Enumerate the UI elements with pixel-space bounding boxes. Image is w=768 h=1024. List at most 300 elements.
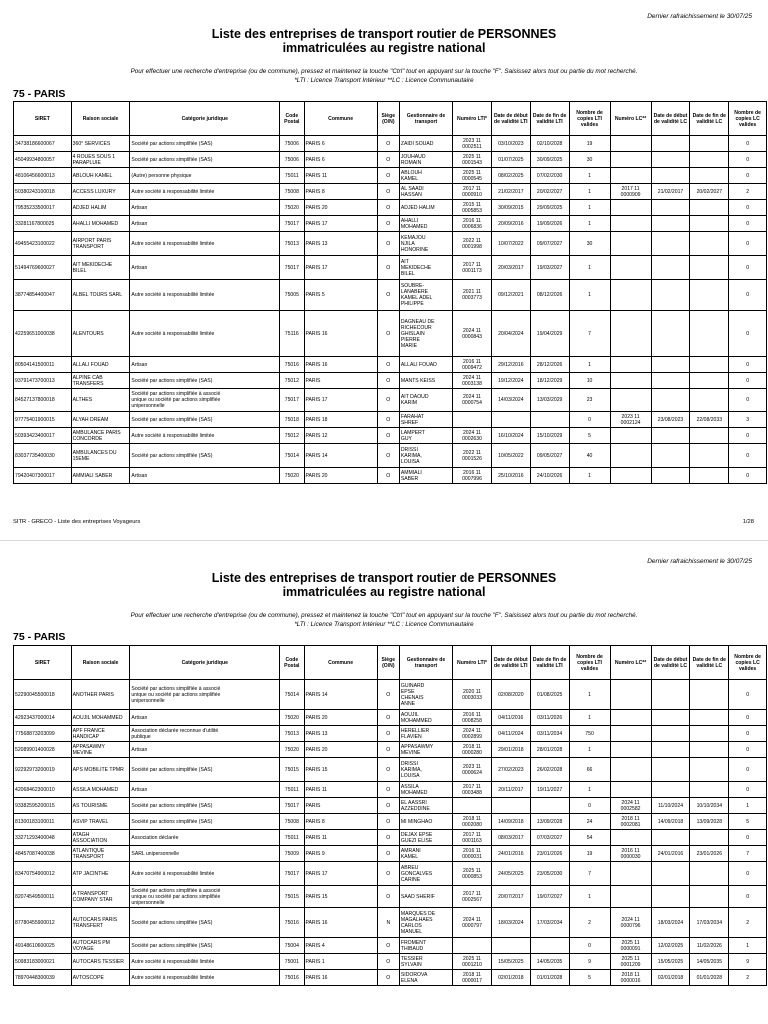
cell-copies-lti: 7 — [569, 862, 610, 886]
table-row — [14, 184, 767, 200]
cell-categorie-juridique: Société par actions simplifiée (SAS) — [130, 136, 280, 152]
table-row — [14, 428, 767, 444]
cell-copies-lti: 7 — [569, 311, 610, 357]
cell-fin-lti — [530, 412, 569, 428]
cell-numero-lc — [610, 389, 651, 412]
cell-code-postal: 75017 — [280, 798, 304, 814]
cell-numero-lti: 2016 11 0008258 — [453, 710, 492, 726]
cell-numero-lti — [453, 938, 492, 954]
cell-commune: PARIS 17 — [304, 256, 377, 280]
cell-siege: O — [377, 216, 399, 232]
cell-debut-lc — [651, 862, 690, 886]
header-col-debut-lti: Date de début de validité LTI — [491, 646, 530, 680]
cell-debut-lti: 08/02/2025 — [491, 168, 530, 184]
cell-categorie-juridique: Association déclarée — [130, 830, 280, 846]
cell-debut-lc — [651, 216, 690, 232]
cell-debut-lti: 02/01/2018 — [491, 970, 530, 986]
cell-commune: PARIS 9 — [304, 846, 377, 862]
cell-raison-sociale: ANOTHER PARIS — [71, 680, 130, 710]
cell-numero-lc — [610, 428, 651, 444]
cell-code-postal: 75016 — [280, 357, 304, 373]
cell-fin-lti — [530, 938, 569, 954]
cell-numero-lti: 2017 11 0001163 — [453, 830, 492, 846]
cell-gestionnaire: ALLALI FOUAD — [399, 357, 452, 373]
cell-copies-lti: 24 — [569, 814, 610, 830]
refresh-date: Dernier rafraichissement le 30/07/25 — [647, 558, 752, 565]
cell-siege: O — [377, 168, 399, 184]
cell-debut-lti: 04/11/2024 — [491, 726, 530, 742]
cell-copies-lti: 1 — [569, 886, 610, 908]
cell-siege: O — [377, 954, 399, 970]
cell-debut-lti: 14/09/2018 — [491, 814, 530, 830]
cell-gestionnaire: JOUHAUD ROMAIN — [399, 152, 452, 168]
table-row — [14, 256, 767, 280]
cell-debut-lc — [651, 830, 690, 846]
table-row — [14, 152, 767, 168]
header-col-fin-lti: Date de fin de validité LTI — [530, 646, 569, 680]
cell-fin-lc: 20/02/2027 — [690, 184, 729, 200]
cell-siret: 48106456600013 — [14, 168, 72, 184]
cell-debut-lc — [651, 152, 690, 168]
cell-raison-sociale: AUTOCARS TESSIER — [71, 954, 130, 970]
cell-gestionnaire: ZAIDI SOUAD — [399, 136, 452, 152]
cell-fin-lc — [690, 168, 729, 184]
table-row — [14, 726, 767, 742]
cell-commune: PARIS — [304, 798, 377, 814]
header-col-commune: Commune — [304, 646, 377, 680]
header-col-siret: SIRET — [14, 102, 72, 136]
cell-copies-lti: 1 — [569, 200, 610, 216]
cell-debut-lc: 15/05/2025 — [651, 954, 690, 970]
cell-numero-lc: 2025 11 0001209 — [610, 954, 651, 970]
cell-categorie-juridique: Artisan — [130, 357, 280, 373]
table-row — [14, 742, 767, 758]
cell-copies-lc: 3 — [729, 412, 767, 428]
cell-numero-lti: 2022 11 0001998 — [453, 232, 492, 256]
cell-fin-lti: 23/01/2026 — [530, 846, 569, 862]
cell-categorie-juridique: Société par actions simplifiée (SAS) — [130, 444, 280, 468]
cell-code-postal: 75017 — [280, 216, 304, 232]
cell-copies-lti: 19 — [569, 846, 610, 862]
cell-numero-lti: 2024 11 0002899 — [453, 726, 492, 742]
cell-siret: 83037735400030 — [14, 444, 72, 468]
table-row — [14, 782, 767, 798]
cell-siege: O — [377, 136, 399, 152]
cell-fin-lc — [690, 373, 729, 389]
cell-copies-lc: 5 — [729, 814, 767, 830]
cell-raison-sociale: ALTHES — [71, 389, 130, 412]
cell-numero-lc — [610, 232, 651, 256]
title-line-2: immatriculées au registre national — [282, 41, 486, 55]
cell-copies-lc: 0 — [729, 428, 767, 444]
cell-siege: O — [377, 152, 399, 168]
table-row — [14, 798, 767, 814]
cell-fin-lti: 03/11/2034 — [530, 726, 569, 742]
cell-copies-lti: 1 — [569, 280, 610, 311]
cell-siret: 97775401900015 — [14, 412, 72, 428]
cell-code-postal: 75011 — [280, 168, 304, 184]
cell-numero-lti: 2017 11 0001173 — [453, 256, 492, 280]
header-col-categorie-juridique: Catégorie juridique — [130, 102, 280, 136]
cell-code-postal: 75011 — [280, 830, 304, 846]
cell-categorie-juridique: Société par actions simplifiée à associé unique ou société par actions simplifiée unipersonnelle — [130, 886, 280, 908]
cell-copies-lc: 0 — [729, 830, 767, 846]
cell-categorie-juridique: Société par actions simplifiée (SAS) — [130, 152, 280, 168]
table-header-row — [14, 102, 767, 136]
cell-siret: 49455423100022 — [14, 232, 72, 256]
cell-debut-lti: 01/07/2025 — [491, 152, 530, 168]
cell-fin-lc — [690, 389, 729, 412]
cell-numero-lc — [610, 758, 651, 782]
cell-copies-lc: 0 — [729, 444, 767, 468]
header-col-numero-lti: Numéro LTI* — [453, 102, 492, 136]
cell-copies-lc: 0 — [729, 468, 767, 484]
cell-categorie-juridique: (Autre) personne physique — [130, 168, 280, 184]
cell-numero-lc: 2017 11 0000909 — [610, 184, 651, 200]
header-col-debut-lc: Date de début de validité LC — [651, 102, 690, 136]
cell-siret: 38774854400047 — [14, 280, 72, 311]
cell-raison-sociale: AHALLI MOHAMED — [71, 216, 130, 232]
cell-copies-lti: 30 — [569, 152, 610, 168]
cell-code-postal: 75018 — [280, 412, 304, 428]
cell-commune: PARIS 14 — [304, 444, 377, 468]
cell-raison-sociale: AIRPORT PARIS TRANSPORT — [71, 232, 130, 256]
region-heading: 75 - PARIS — [13, 88, 66, 100]
cell-copies-lti: 750 — [569, 726, 610, 742]
cell-numero-lti: 2018 11 0000017 — [453, 970, 492, 986]
cell-copies-lc: 0 — [729, 200, 767, 216]
cell-fin-lc — [690, 830, 729, 846]
cell-numero-lti: 2024 11 0000754 — [453, 389, 492, 412]
cell-fin-lc: 10/10/2034 — [690, 798, 729, 814]
cell-numero-lc — [610, 726, 651, 742]
cell-fin-lc — [690, 232, 729, 256]
cell-numero-lti: 2018 11 0002080 — [453, 814, 492, 830]
cell-categorie-juridique: Autre société à responsabilité limitée — [130, 232, 280, 256]
cell-raison-sociale: AMMIALI SABER — [71, 468, 130, 484]
cell-siege: O — [377, 758, 399, 782]
cell-debut-lti: 18/03/2024 — [491, 908, 530, 938]
cell-siege: O — [377, 200, 399, 216]
cell-numero-lti: 2016 11 0009472 — [453, 357, 492, 373]
cell-raison-sociale: APF FRANCE HANDICAP — [71, 726, 130, 742]
cell-categorie-juridique: Artisan — [130, 742, 280, 758]
cell-siege: O — [377, 184, 399, 200]
cell-gestionnaire: ABLOUH KAMEL — [399, 168, 452, 184]
cell-siege: O — [377, 710, 399, 726]
cell-copies-lc: 0 — [729, 373, 767, 389]
cell-raison-sociale: APPASAWMY MEVINE — [71, 742, 130, 758]
cell-copies-lti: 5 — [569, 428, 610, 444]
cell-siret: 52290045500018 — [14, 680, 72, 710]
cell-numero-lti: 2022 11 0001526 — [453, 444, 492, 468]
cell-commune: PARIS 4 — [304, 938, 377, 954]
cell-debut-lti: 10/05/2022 — [491, 444, 530, 468]
table-row — [14, 846, 767, 862]
cell-commune: PARIS 20 — [304, 468, 377, 484]
cell-siege: O — [377, 412, 399, 428]
cell-numero-lc: 2025 11 0000091 — [610, 938, 651, 954]
cell-categorie-juridique: Société par actions simplifiée à associé unique ou société par actions simplifiée unipersonnelle — [130, 389, 280, 412]
header-col-code-postal: Code Postal — [280, 646, 304, 680]
header-col-commune: Commune — [304, 102, 377, 136]
cell-copies-lti: 1 — [569, 468, 610, 484]
cell-copies-lc: 0 — [729, 680, 767, 710]
cell-commune: PARIS 11 — [304, 168, 377, 184]
cell-fin-lti: 28/01/2028 — [530, 742, 569, 758]
cell-fin-lc — [690, 742, 729, 758]
page-number: 1/28 — [742, 519, 754, 525]
cell-siret: 48457087400038 — [14, 846, 72, 862]
cell-siret: 81300183100011 — [14, 814, 72, 830]
cell-copies-lti: 1 — [569, 782, 610, 798]
cell-fin-lc — [690, 311, 729, 357]
cell-debut-lc: 11/10/2024 — [651, 798, 690, 814]
cell-debut-lti: 04/11/2016 — [491, 710, 530, 726]
cell-copies-lti: 1 — [569, 168, 610, 184]
cell-categorie-juridique: Autre société à responsabilité limitée — [130, 954, 280, 970]
cell-code-postal: 75008 — [280, 184, 304, 200]
cell-gestionnaire: ADJED HALIM — [399, 200, 452, 216]
cell-fin-lti: 09/07/2027 — [530, 232, 569, 256]
cell-copies-lti: 0 — [569, 412, 610, 428]
cell-code-postal: 75008 — [280, 814, 304, 830]
cell-categorie-juridique: Société par actions simplifiée (SAS) — [130, 814, 280, 830]
cell-fin-lti: 17/03/2034 — [530, 908, 569, 938]
cell-debut-lti: 16/10/2024 — [491, 428, 530, 444]
cell-fin-lti: 24/10/2026 — [530, 468, 569, 484]
cell-debut-lc: 21/02/2017 — [651, 184, 690, 200]
cell-commune: PARIS 20 — [304, 710, 377, 726]
cell-gestionnaire: GUINARD EPSE CHENAIS ANNE — [399, 680, 452, 710]
cell-numero-lti: 2020 11 0003033 — [453, 680, 492, 710]
cell-fin-lti: 08/12/2026 — [530, 280, 569, 311]
cell-gestionnaire: MI MINGHAO — [399, 814, 452, 830]
cell-debut-lti: 20/11/2017 — [491, 782, 530, 798]
cell-raison-sociale: ADJED HALIM — [71, 200, 130, 216]
cell-categorie-juridique: Société par actions simplifiée (SAS) — [130, 373, 280, 389]
cell-debut-lti: 20/09/2016 — [491, 216, 530, 232]
cell-siege: O — [377, 468, 399, 484]
header-col-siege: Siège (O/N) — [377, 102, 399, 136]
cell-debut-lti: 24/01/2016 — [491, 846, 530, 862]
cell-numero-lc: 2016 11 0000030 — [610, 846, 651, 862]
cell-numero-lc — [610, 830, 651, 846]
cell-code-postal: 75014 — [280, 444, 304, 468]
cell-siret: 93791473700013 — [14, 373, 72, 389]
cell-categorie-juridique: Autre société à responsabilité limitée — [130, 184, 280, 200]
cell-numero-lc — [610, 680, 651, 710]
cell-numero-lc — [610, 216, 651, 232]
cell-gestionnaire: HERELLIER FLAVIEN — [399, 726, 452, 742]
cell-gestionnaire: AMRANI KAMEL — [399, 846, 452, 862]
cell-categorie-juridique: Artisan — [130, 256, 280, 280]
cell-siege: O — [377, 798, 399, 814]
refresh-date: Dernier rafraichissement le 30/07/25 — [647, 13, 752, 20]
cell-categorie-juridique: Société par actions simplifiée (SAS) — [130, 412, 280, 428]
cell-raison-sociale: AMBULANCE PARIS CONCORDE — [71, 428, 130, 444]
cell-commune: PARIS 15 — [304, 886, 377, 908]
cell-numero-lc — [610, 444, 651, 468]
header-col-numero-lc: Numéro LC** — [610, 646, 651, 680]
table-row — [14, 814, 767, 830]
cell-debut-lti — [491, 938, 530, 954]
cell-code-postal: 75020 — [280, 710, 304, 726]
cell-commune: PARIS 20 — [304, 200, 377, 216]
cell-debut-lc — [651, 232, 690, 256]
cell-fin-lc — [690, 444, 729, 468]
cell-gestionnaire: LAMPERT GUY — [399, 428, 452, 444]
page-title — [0, 571, 768, 599]
cell-debut-lc — [651, 710, 690, 726]
cell-categorie-juridique: SARL unipersonnelle — [130, 846, 280, 862]
cell-categorie-juridique: Autre société à responsabilité limitée — [130, 862, 280, 886]
cell-gestionnaire: AIT DAOUD KARIM — [399, 389, 452, 412]
cell-code-postal: 75016 — [280, 908, 304, 938]
cell-commune: PARIS 17 — [304, 216, 377, 232]
cell-debut-lc — [651, 373, 690, 389]
cell-copies-lc: 9 — [729, 954, 767, 970]
cell-copies-lc: 1 — [729, 798, 767, 814]
cell-commune: PARIS 8 — [304, 814, 377, 830]
table-row — [14, 710, 767, 726]
cell-commune: PARIS — [304, 373, 377, 389]
cell-debut-lti: 24/05/2025 — [491, 862, 530, 886]
cell-fin-lti: 28/12/2026 — [530, 357, 569, 373]
cell-gestionnaire: TESSIER SYLVAIN — [399, 954, 452, 970]
cell-fin-lc: 13/09/2028 — [690, 814, 729, 830]
cell-copies-lc: 7 — [729, 846, 767, 862]
cell-numero-lc — [610, 782, 651, 798]
cell-raison-sociale: ASVIP TRAVEL — [71, 814, 130, 830]
cell-gestionnaire: DAGNEAU DE RICHECOUR GHISLAIN PIERRE MARIE — [399, 311, 452, 357]
cell-siret: 87780455900012 — [14, 908, 72, 938]
cell-copies-lc: 2 — [729, 184, 767, 200]
cell-gestionnaire: AMMIALI SABER — [399, 468, 452, 484]
cell-categorie-juridique: Autre société à responsabilité limitée — [130, 280, 280, 311]
cell-gestionnaire: AL SAADI HASSAN — [399, 184, 452, 200]
cell-numero-lc: 2024 11 0002582 — [610, 798, 651, 814]
cell-copies-lti: 1 — [569, 680, 610, 710]
table-row — [14, 311, 767, 357]
cell-gestionnaire: EL AASSRI AZZEDDINE — [399, 798, 452, 814]
header-col-fin-lc: Date de fin de validité LC — [690, 646, 729, 680]
cell-fin-lc — [690, 136, 729, 152]
cell-gestionnaire: KEMAJOU NJILA HONORINE — [399, 232, 452, 256]
cell-copies-lc: 0 — [729, 232, 767, 256]
cell-debut-lti: 15/05/2025 — [491, 954, 530, 970]
cell-commune: PARIS 17 — [304, 389, 377, 412]
cell-fin-lc — [690, 216, 729, 232]
cell-siret: 42923437000014 — [14, 710, 72, 726]
cell-debut-lti: 19/12/2024 — [491, 373, 530, 389]
document-page-2 — [0, 541, 768, 1024]
cell-debut-lc: 14/09/2018 — [651, 814, 690, 830]
cell-siege: O — [377, 814, 399, 830]
cell-siret: 77568873203099 — [14, 726, 72, 742]
cell-code-postal: 75116 — [280, 311, 304, 357]
title-line-2: immatriculées au registre national — [282, 585, 486, 599]
cell-fin-lc: 01/01/2028 — [690, 970, 729, 986]
cell-debut-lc: 12/02/2025 — [651, 938, 690, 954]
cell-siege: O — [377, 280, 399, 311]
cell-categorie-juridique: Société par actions simplifiée (SAS) — [130, 938, 280, 954]
cell-code-postal: 75017 — [280, 256, 304, 280]
cell-siret: 52089901400028 — [14, 742, 72, 758]
cell-siret: 79420407300017 — [14, 468, 72, 484]
header-col-debut-lc: Date de début de validité LC — [651, 646, 690, 680]
cell-code-postal: 75009 — [280, 846, 304, 862]
cell-numero-lc — [610, 710, 651, 726]
cell-numero-lti: 2017 11 0000910 — [453, 184, 492, 200]
cell-debut-lti — [491, 412, 530, 428]
cell-commune: PARIS 16 — [304, 357, 377, 373]
cell-gestionnaire: ASSILA MOHAMED — [399, 782, 452, 798]
cell-fin-lc — [690, 680, 729, 710]
cell-categorie-juridique: Artisan — [130, 216, 280, 232]
cell-numero-lti: 2025 11 0001543 — [453, 152, 492, 168]
table-row — [14, 758, 767, 782]
cell-siret: 84527137800018 — [14, 389, 72, 412]
companies-table — [13, 101, 767, 484]
cell-commune: PARIS 15 — [304, 758, 377, 782]
header-col-fin-lti: Date de fin de validité LTI — [530, 102, 569, 136]
cell-copies-lc: 0 — [729, 136, 767, 152]
cell-gestionnaire: SIDOROVA ELENA — [399, 970, 452, 986]
cell-categorie-juridique: Autre société à responsabilité limitée — [130, 428, 280, 444]
cell-fin-lc: 23/01/2026 — [690, 846, 729, 862]
cell-fin-lc — [690, 428, 729, 444]
cell-numero-lc — [610, 200, 651, 216]
cell-fin-lti: 19/11/2027 — [530, 782, 569, 798]
cell-fin-lti: 09/05/2027 — [530, 444, 569, 468]
cell-debut-lti: 09/12/2021 — [491, 280, 530, 311]
region-heading: 75 - PARIS — [13, 631, 66, 643]
cell-raison-sociale: AOUJIL MOHAMMED — [71, 710, 130, 726]
cell-code-postal: 75005 — [280, 280, 304, 311]
cell-commune: PARIS 13 — [304, 232, 377, 256]
cell-fin-lc — [690, 357, 729, 373]
cell-numero-lti: 2017 11 0002567 — [453, 886, 492, 908]
cell-numero-lti: 2023 11 0000624 — [453, 758, 492, 782]
cell-code-postal: 75015 — [280, 886, 304, 908]
cell-numero-lti: 2017 11 0003488 — [453, 782, 492, 798]
cell-gestionnaire: MANTS KEISS — [399, 373, 452, 389]
cell-copies-lti: 1 — [569, 256, 610, 280]
cell-copies-lti: 5 — [569, 970, 610, 986]
cell-numero-lc — [610, 357, 651, 373]
cell-fin-lti: 02/10/2028 — [530, 136, 569, 152]
cell-copies-lti: 66 — [569, 758, 610, 782]
cell-fin-lti: 07/02/2030 — [530, 168, 569, 184]
cell-code-postal: 75020 — [280, 742, 304, 758]
table-row — [14, 886, 767, 908]
cell-fin-lc: 17/03/2034 — [690, 908, 729, 938]
cell-siret: 45049934800057 — [14, 152, 72, 168]
cell-raison-sociale: ABLOUH KAMEL — [71, 168, 130, 184]
cell-gestionnaire: AIT MEKIDECHE BILEL — [399, 256, 452, 280]
cell-copies-lc: 1 — [729, 938, 767, 954]
cell-copies-lti: 19 — [569, 136, 610, 152]
cell-numero-lti: 2018 11 0000280 — [453, 742, 492, 758]
cell-fin-lc — [690, 152, 729, 168]
header-col-numero-lti: Numéro LTI* — [453, 646, 492, 680]
cell-debut-lc — [651, 680, 690, 710]
header-col-fin-lc: Date de fin de validité LC — [690, 102, 729, 136]
cell-copies-lc: 0 — [729, 152, 767, 168]
cell-raison-sociale: ALYAH DREAM — [71, 412, 130, 428]
cell-copies-lc: 0 — [729, 357, 767, 373]
